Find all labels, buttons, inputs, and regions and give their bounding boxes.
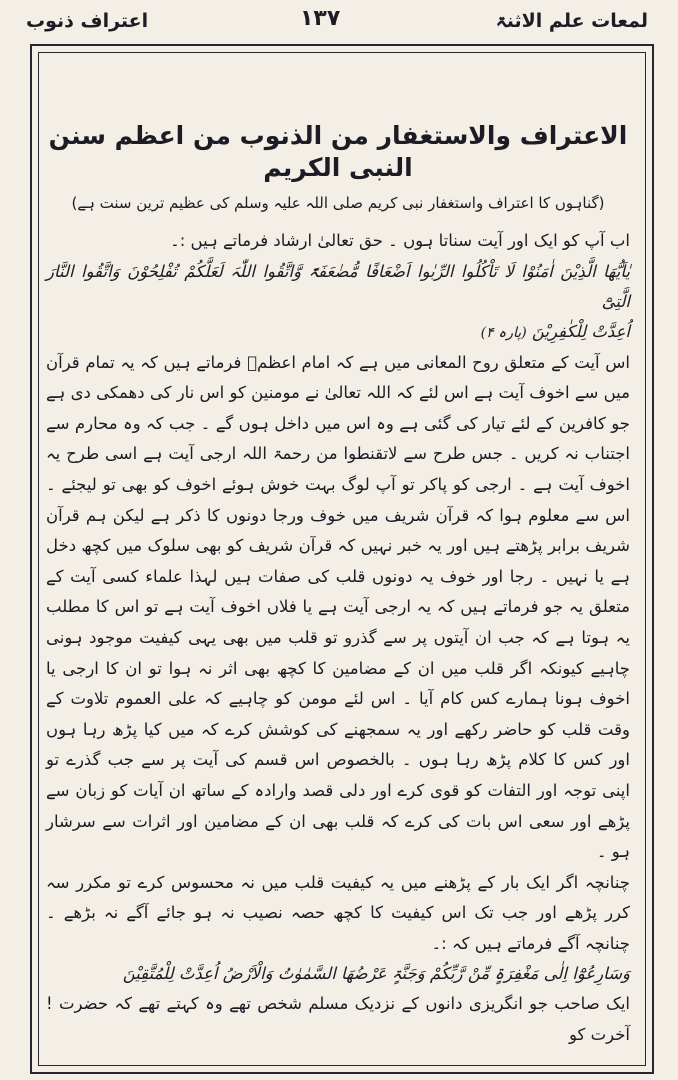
quran-verse-1-end (46, 317, 630, 348)
paragraph-1: اس آیت کے متعلق روح المعانی میں ہے کہ امام اعظمؒ فرماتے ہیں کہ یہ تمام قرآن میں سے اخوف آیت ہے اس لئے کہ اللہ تعالیٰ نے مومنین کو اس نار کی دھمکی دی ہے جو کافرین کے لئے تیار کی گئی ہے وہ اس میں داخل ہوں گے ۔ جب کہ وہ محارم سے اجتناب نہ کریں ۔ جس طرح سے لاتقنطوا من رحمۃ اللہ ارجی آیت ہے اسی طرح یہ اخوف آیت ہے ۔ ارجی کو پاکر تو آپ لوگ بہت خوش ہوئے اخوف کو بھی تو لیجئے ۔ اس سے معلوم ہوا کہ قرآن شریف میں خوف ورجا دونوں کا ذکر ہے لیکن ہم قرآن شریف برابر پڑھتے ہیں اور یہ خبر نہیں کہ قرآن شریف کو بھی سلوک میں کچھ دخل ہے یا نہیں ۔ رجا اور خوف یہ دونوں قلب کی صفات ہیں لہذا علماء کسی آیت کے متعلق یہ جو فرماتے ہیں کہ یہ ارجی آیت ہے یا فلاں اخوف آیت ہے تو اس کا مطلب یہ ہوتا ہے کہ جب ان آیتوں پر سے گذرو تو قلب میں بھی یہی کیفیت موجود ہونی چاہیے کیونکہ اگر قلب میں ان کے مضامین کا کچھ بھی اثر نہ ہوا تو ان کا ارجی یا اخوف ہونا ہمارے کس کام آیا ۔ اس لئے مومن کو چاہیے کہ علی العموم تلاوت کے وقت قلب کو حاضر رکھے اور یہ سمجھنے کی کوشش کرے کہ میں کیا پڑھ رہا ہوں اور کس کا کلام پڑھ رہا ہوں ۔ بالخصوص اس قسم کی آیت پر سے جب گذرے تو اپنی توجہ اور التفات کو قوی کرے اور دلی قصد وارادہ کے ساتھ ان آیات کو زبان سے پڑھے اور سعی اس بات کی کرے کہ قلب بھی ان کے مضامین اور اثرات سے سرشار ہو ۔ (46, 352, 630, 862)
header-book-title: لمعات علم الاثنۃ (495, 10, 648, 32)
article-subtitle: (گناہوں کا اعتراف واستغفار نبی کریم صلی اللہ علیہ وسلم کی عظیم ترین سنت ہے) (71, 194, 605, 212)
quran-verse-2: وَسَارِعُوْٓا اِلٰی مَغْفِرَۃٍ مِّنْ رَّبِّکُمْ وَجَنَّۃٍ عَرْضُھَا السَّمٰوٰتُ وَالْاَرْضُ اُعِدَّتْ لِلْمُتَّقِیْنَ (122, 964, 630, 984)
article-title: الاعتراف والاستغفار من الذنوب من اعظم سنن النبی الکریم (48, 121, 628, 182)
paragraph-3: ایک صاحب جو انگریزی دانوں کے نزدیک مسلم شخص تھے وہ کہتے تھے کہ حضرت ! آخرت کو (46, 994, 630, 1045)
intro-line: اب آپ کو ایک اور آیت سناتا ہوں ۔ حق تعالیٰ ارشاد فرماتے ہیں :۔ (170, 231, 630, 250)
verse-reference: (پارہ ۴) (480, 324, 527, 341)
paragraph-2: چنانچہ اگر ایک بار کے پڑھنے میں یہ کیفیت قلب میں نہ محسوس کرے تو مکرر سہ کرر پڑھے اور جب تک اس کیفیت کا کچھ حصہ نصیب نہ ہو جائے آگے نہ بڑھے ۔ چنانچہ آگے فرماتے ہیں کہ :۔ (46, 872, 630, 953)
quran-verse-1: یٰاَیُّھَا الَّذِیْنَ اٰمَنُوْا لَا تَاْکُلُوا الرِّبٰوا اَضْعَافًا مُّضٰعَفَۃً وَّاتَّقُوا اللّٰہَ لَعَلَّکُمْ تُفْلِحُوْنَ وَاتَّقُوا النَّارَ الَّتِیْٓ (46, 261, 630, 311)
page-body (46, 120, 630, 1051)
running-header (0, 0, 678, 44)
quran-verse-1-ending: اُعِدَّتْ لِلْکٰفِرِیْنَ (531, 321, 630, 341)
page-number: ۱۳۷ (300, 6, 341, 31)
header-chapter-title: اعتراف ذنوب (26, 10, 149, 32)
